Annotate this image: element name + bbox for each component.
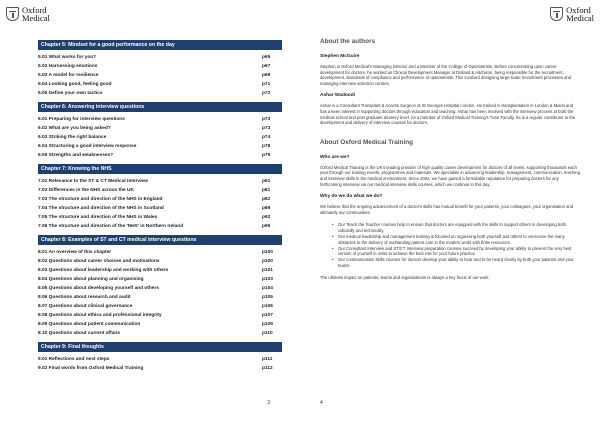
bullet-item: • Our Teach the Teacher courses help to ensure that doctors are equipped with the skills to support others in developing both culturally and technically. — [332, 222, 580, 233]
toc-entry[interactable] — [38, 186, 282, 195]
toc-entry[interactable] — [38, 355, 282, 364]
omt-title: About Oxford Medical Training — [320, 138, 414, 146]
toc-entry-label: 9.01 Reflections and next steps — [38, 357, 110, 362]
authors-title: About the authors — [320, 38, 376, 45]
toc-entry-page: p103 — [262, 277, 273, 282]
toc-entry[interactable] — [38, 311, 282, 320]
toc-entry-label: 8.03 Questions about leadership and working with others — [38, 268, 169, 273]
chapter-header: Chapter 8: Examples of ST and CT medical interview questions — [38, 235, 282, 245]
toc-entry[interactable] — [38, 80, 282, 89]
toc-entry-page: p68 — [262, 73, 271, 78]
why-heading: Why do we do what we do? — [320, 194, 383, 200]
right-page-content — [320, 38, 580, 287]
toc-entry[interactable] — [38, 177, 282, 186]
chapter-header: Chapter 9: Final thoughts — [38, 342, 282, 352]
toc-entry-label: 6.03 Striking the right balance — [38, 135, 107, 140]
toc-entry-label: 7.06 The structure and direction of the 'NHS' in Northern Ireland — [38, 224, 184, 229]
toc-entry-label: 7.02 Differences in the NHS across the UK — [38, 188, 134, 193]
toc-entry[interactable] — [38, 142, 282, 151]
toc-entry-page: p82 — [262, 197, 271, 202]
toc-entry-label: 5.05 Define your own tactics — [38, 91, 103, 96]
toc-entry-page: p78 — [262, 144, 271, 149]
toc-entry-label: 8.08 Questions about ethics and professional integrity — [38, 313, 162, 318]
logo-line-1: Oxford — [566, 5, 591, 15]
bullet-item: • Our communication skills courses for doctors develop your ability to hear and to be heard clearly by both your patients and your teams. — [332, 257, 580, 268]
toc-entry-label: 5.02 Harnessing emotions — [38, 64, 98, 69]
oxford-medical-logo — [550, 6, 594, 22]
oxford-medical-logo — [6, 6, 50, 22]
page-number: 4 — [320, 400, 323, 406]
table-of-contents — [38, 40, 282, 377]
toc-entry-page: p100 — [262, 250, 273, 255]
chapter-header: Chapter 7: Knowing the NHS — [38, 164, 282, 174]
toc-entry[interactable] — [38, 133, 282, 142]
toc-chapter-6 — [38, 102, 282, 160]
toc-entry[interactable] — [38, 222, 282, 231]
chapter-header: Chapter 5: Mindset for a good performance on the day — [38, 40, 282, 50]
toc-entry-page: p73 — [262, 126, 271, 131]
toc-entry[interactable] — [38, 71, 282, 80]
toc-entry-page: p105 — [262, 295, 273, 300]
why-text: We believe that the ongoing advancement of a doctor's skills has mutual benefit for your patients, your colleagues, your organisation and ultimately our communities. — [320, 204, 574, 215]
toc-entry[interactable] — [38, 115, 282, 124]
toc-entry[interactable] — [38, 89, 282, 98]
toc-entry-page: p73 — [262, 117, 271, 122]
toc-entry-page: p104 — [262, 286, 273, 291]
toc-entry[interactable] — [38, 195, 282, 204]
toc-entry[interactable] — [38, 248, 282, 257]
toc-entry[interactable] — [38, 320, 282, 329]
toc-entry[interactable] — [38, 124, 282, 133]
toc-entry[interactable] — [38, 293, 282, 302]
toc-entry[interactable] — [38, 364, 282, 373]
toc-entry-page: p106 — [262, 304, 273, 309]
page-number: 3 — [267, 400, 270, 406]
toc-entry-label: 8.01 An overview of this chapter — [38, 250, 112, 255]
toc-entry[interactable] — [38, 275, 282, 284]
toc-entry[interactable] — [38, 53, 282, 62]
toc-entry[interactable] — [38, 257, 282, 266]
toc-chapter-8 — [38, 235, 282, 338]
toc-entry-page: p100 — [262, 259, 273, 264]
toc-entry-label: 5.04 Looking good, feeling good — [38, 82, 112, 87]
toc-entry-page: p81 — [262, 188, 271, 193]
closing-text: The ultimate impact on patients, teams and organisations is always a key focus of our work. — [320, 274, 490, 280]
toc-entry-label: 7.01 Relevance to the ST & CT Medical Interview — [38, 179, 148, 184]
toc-entry-label: 8.07 Questions about clinical governance — [38, 304, 133, 309]
toc-entry-label: 6.01 Preparing for interview questions — [38, 117, 125, 122]
toc-entry-label: 8.04 Questions about planning and organising — [38, 277, 144, 282]
toc-entry-label: 7.03 The structure and direction of the NHS in England — [38, 197, 163, 202]
toc-entry-page: p67 — [262, 64, 271, 69]
toc-entry-page: p71 — [262, 82, 271, 87]
toc-entry-label: 7.04 The structure and direction of the NHS in Scotland — [38, 206, 164, 211]
bullet-list — [332, 222, 580, 268]
toc-entry-label: 8.02 Questions about career choices and motivations — [38, 259, 160, 264]
chapter-header: Chapter 6: Answering interview questions — [38, 102, 282, 112]
toc-entry[interactable] — [38, 151, 282, 160]
logo-line-1: Oxford — [22, 5, 47, 15]
toc-entry-page: p112 — [262, 366, 273, 371]
toc-chapter-9 — [38, 342, 282, 373]
author-bio: Stephen is Oxford Medical's Managing Director and a Member of the College of Optometrists. Before concentrating upon career development for doctors, he worked as Clinical Development Manager at Dolland & Aitchison, being responsible for the recruitment, development, standards of compliance and performance of optometrists. This involved designing large-scale recruitment processes and managing interview selection centres. — [320, 64, 572, 86]
toc-entry[interactable] — [38, 62, 282, 71]
toc-entry[interactable] — [38, 302, 282, 311]
toc-entry-label: 5.01 What works for you? — [38, 55, 97, 60]
author-name: Ashar Wadoodi — [320, 93, 355, 99]
toc-entry-page: p101 — [262, 268, 273, 273]
toc-entry-page: p95 — [262, 224, 271, 229]
toc-entry-page: p81 — [262, 179, 271, 184]
toc-entry-label: 5.03 A model for resilience — [38, 73, 99, 78]
who-heading: Who are we? — [320, 154, 350, 160]
toc-entry[interactable] — [38, 204, 282, 213]
toc-entry-label: 8.10 Questions about current affairs — [38, 331, 121, 336]
toc-entry-label: 6.04 Structuring a good interview response — [38, 144, 137, 149]
toc-entry-page: p109 — [262, 322, 273, 327]
toc-entry-page: p111 — [262, 357, 273, 362]
bullet-item: • Our medical leadership and management training is focused on organising both yourself and others to overcome the many obstacles to the delivery of outstanding patient care in the modern world with finite resources. — [332, 234, 580, 245]
crest-icon — [6, 7, 19, 21]
toc-entry-label: 8.09 Questions about patient communication — [38, 322, 141, 327]
bullet-item: • Our Consultant Interview and ST/CT Interview preparation courses succeed by developing your ability to present the very best version of yourself in order to achieve the best role for your future practice. — [332, 246, 580, 257]
toc-entry-label: 8.05 Questions about developing yourself and others — [38, 286, 160, 291]
toc-entry-label: 8.06 Questions about research and audit — [38, 295, 131, 300]
toc-chapter-5 — [38, 40, 282, 98]
toc-entry[interactable] — [38, 266, 282, 275]
right-page — [300, 0, 600, 424]
toc-entry[interactable] — [38, 284, 282, 293]
toc-entry-label: 7.05 The structure and direction of the NHS in Wales — [38, 215, 158, 220]
logo-line-2: Medical — [566, 13, 594, 23]
toc-entry[interactable] — [38, 213, 282, 222]
toc-entry-label: 6.05 Strengths and weaknesses? — [38, 153, 114, 158]
toc-entry-page: p89 — [262, 206, 271, 211]
toc-entry-page: p107 — [262, 313, 273, 318]
logo-line-2: Medical — [22, 13, 50, 23]
author-name: Stephen McGuire — [320, 54, 360, 59]
toc-entry-label: 9.02 Final words from Oxford Medical Training — [38, 366, 144, 371]
toc-entry-page: p92 — [262, 215, 271, 220]
toc-entry-page: p110 — [262, 331, 273, 336]
author-bio: Ashar is a Consultant Transplant & Access Surgeon at St Georges Hospital London. He trained in transplantation in London & Miami and has a keen interest in supporting doctors through education and teaching. Ashar has been involved with the interview process at both the medical school and post graduate deanery level. As a member of Oxford Medical Training's Tutor Faculty, he is a regular contributor to the development and delivery of interview courses for doctors. — [320, 103, 576, 126]
toc-entry-page: p72 — [262, 91, 271, 96]
crest-icon — [550, 7, 563, 21]
toc-entry-page: p74 — [262, 135, 271, 140]
who-text: Oxford Medical Training is the UK's leading provider of high quality career development for doctors of all levels, supporting thousands each year through our training events, programmes and materials. We specialise in advancing leadership, management, communication, teaching and interview skills in the medical environment. Since 2004, we have gained a formidable reputation for preparing doctors for any forthcoming interview via our medical interview skills courses, which we continue to this day. — [320, 164, 580, 187]
toc-entry-page: p79 — [262, 153, 271, 158]
toc-entry-page: p65 — [262, 55, 271, 60]
toc-chapter-7 — [38, 164, 282, 231]
toc-entry[interactable] — [38, 329, 282, 338]
toc-entry-label: 6.02 What are you being asked? — [38, 126, 111, 131]
